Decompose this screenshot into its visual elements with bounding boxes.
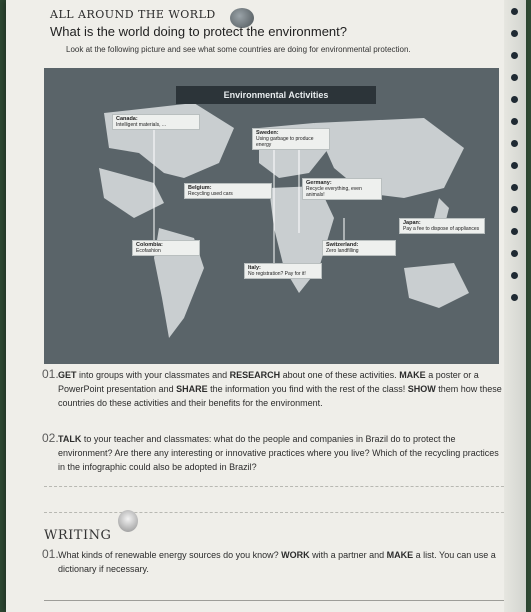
section-divider (44, 486, 514, 487)
writing-section-title: WRITING (44, 528, 112, 543)
question-text: a poster or a PowerPoint presentation and (58, 370, 479, 394)
binding-hole-icon (511, 294, 518, 301)
binding-hole-icon (511, 162, 518, 169)
keyword: SHOW (407, 384, 436, 394)
label-country: Switzerland: (326, 242, 359, 248)
binding-hole-icon (511, 30, 518, 37)
label-text: Recycling used cars (188, 191, 233, 197)
question-number: 01. (42, 367, 59, 381)
section-title: ALL AROUND THE WORLD (50, 8, 216, 21)
question-1 (42, 367, 502, 410)
binding-hole-icon (511, 52, 518, 59)
label-canada (112, 114, 200, 130)
label-text: Using garbage to produce energy (256, 136, 314, 148)
keyword: TALK (58, 434, 82, 444)
binding-hole-icon (511, 118, 518, 125)
label-text: No registration? Pay for it! (248, 271, 306, 277)
textbook-page (6, 0, 526, 612)
question-text: about one of these activities. (280, 370, 400, 380)
label-switzerland (322, 240, 396, 256)
question-2 (42, 431, 502, 474)
keyword: MAKE (399, 370, 426, 380)
label-country: Italy: (248, 265, 261, 271)
keyword: WORK (281, 550, 310, 560)
label-text: Zero landfilling (326, 248, 359, 254)
binding-hole-icon (511, 140, 518, 147)
question-text: into groups with your classmates and (76, 370, 230, 380)
question-text: them how these countries do these activities and their benefits for the environment. (58, 384, 502, 408)
label-japan (399, 218, 485, 234)
binding-hole-icon (511, 206, 518, 213)
question-text: to your teacher and classmates: what do the people and companies in Brazil do to protect the environment? Are there any interesting or innovative practices where you live? Which of the recycling practices in the infographic could also be adopted in Brazil? (58, 434, 499, 472)
label-country: Japan: (403, 220, 421, 226)
writing-question-1 (42, 547, 502, 576)
world-map-infographic (44, 68, 499, 364)
label-text: Recycle everything, even animals! (306, 186, 362, 198)
label-country: Belgium: (188, 185, 212, 191)
label-text: Intelligent materials, ... (116, 122, 167, 128)
world-map-icon (44, 68, 499, 364)
binding-hole-icon (511, 96, 518, 103)
section-divider (44, 512, 514, 513)
question-text: a list. You can use a dictionary if necessary. (58, 550, 496, 574)
binding-hole-icon (511, 8, 518, 15)
binding-hole-icon (511, 74, 518, 81)
label-country: Sweden: (256, 130, 279, 136)
label-text: Pay a fee to dispose of appliances (403, 226, 480, 232)
question-text: with a partner and (309, 550, 387, 560)
binding-hole-icon (511, 228, 518, 235)
label-sweden (252, 128, 330, 150)
label-country: Colombia: (136, 242, 163, 248)
keyword: MAKE (386, 550, 414, 560)
instruction-text: Look at the following picture and see what some countries are doing for environmental protection. (66, 45, 411, 54)
label-country: Canada: (116, 116, 138, 122)
label-text: Ecofashion (136, 248, 161, 254)
binding-hole-icon (511, 184, 518, 191)
keyword: RESEARCH (229, 370, 281, 380)
keyword: GET (58, 370, 77, 380)
binding-hole-icon (511, 250, 518, 257)
binding-hole-icon (511, 272, 518, 279)
question-number: 02. (42, 431, 59, 445)
label-italy (244, 263, 322, 279)
question-text: What kinds of renewable energy sources do you know? (58, 550, 282, 560)
page-subtitle: What is the world doing to protect the environment? (50, 24, 347, 39)
question-number: 01. (42, 547, 59, 561)
infographic-title: Environmental Activities (176, 86, 376, 104)
label-country: Germany: (306, 180, 332, 186)
pencil-icon (118, 510, 138, 532)
label-germany (302, 178, 382, 200)
label-colombia (132, 240, 200, 256)
answer-line[interactable] (44, 600, 514, 601)
page-binding (504, 0, 526, 612)
keyword: SHARE (176, 384, 208, 394)
question-text: the information you find with the rest of the class! (207, 384, 408, 394)
label-belgium (184, 183, 272, 199)
